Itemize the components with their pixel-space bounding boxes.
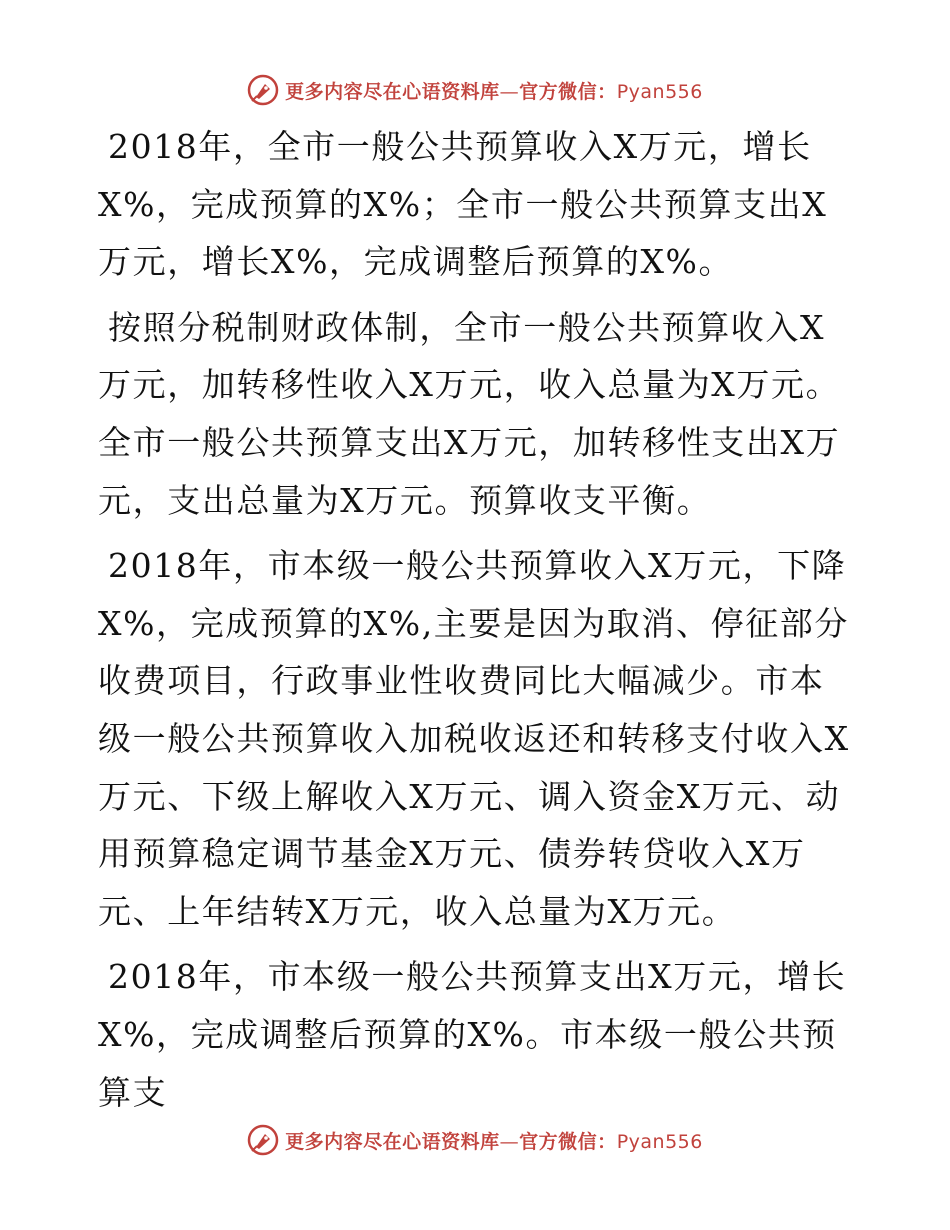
pen-nib-logo-icon bbox=[247, 1124, 279, 1156]
watermark-main: 更多内容尽在心语资料库 bbox=[285, 1130, 500, 1153]
document-body bbox=[98, 118, 858, 1129]
watermark-official: 官方微信： bbox=[519, 80, 617, 103]
pen-nib-logo-icon bbox=[247, 74, 279, 106]
paragraph: 2018年，市本级一般公共预算支出X万元，增长X%，完成调整后预算的X%。市本级一般公共预算支 bbox=[98, 957, 847, 1112]
footer-watermark bbox=[0, 1120, 950, 1160]
paragraph: 2018年，全市一般公共预算收入X万元，增长X%，完成预算的X%；全市一般公共预算支出X万元，增长X%，完成调整后预算的X%。 bbox=[98, 127, 828, 282]
paragraph: 按照分税制财政体制，全市一般公共预算收入X万元，加转移性收入X万元，收入总量为X万元。全市一般公共预算支出X万元，加转移性支出X万元，支出总量为X万元。预算收支平衡。 bbox=[98, 307, 841, 520]
watermark-official: 官方微信： bbox=[519, 1130, 617, 1153]
watermark-text bbox=[285, 1127, 703, 1154]
header-watermark bbox=[0, 70, 950, 110]
watermark-text bbox=[285, 77, 703, 104]
watermark-id: Pyan556 bbox=[616, 80, 703, 103]
watermark-main: 更多内容尽在心语资料库 bbox=[285, 80, 500, 103]
watermark-id: Pyan556 bbox=[616, 1130, 703, 1153]
watermark-dash: — bbox=[499, 1130, 520, 1153]
paragraph: 2018年，市本级一般公共预算收入X万元，下降X%，完成预算的X%,主要是因为取消、停征部分收费项目，行政事业性收费同比大幅减少。市本级一般公共预算收入加税收返还和转移支付收入X万元、下级上解收入X万元、调入资金X万元、动用预算稳定调节基金X万元、债券转贷收入X万元、上年结转X万元，收入总量为X万元。 bbox=[98, 546, 850, 931]
watermark-dash: — bbox=[499, 80, 520, 103]
